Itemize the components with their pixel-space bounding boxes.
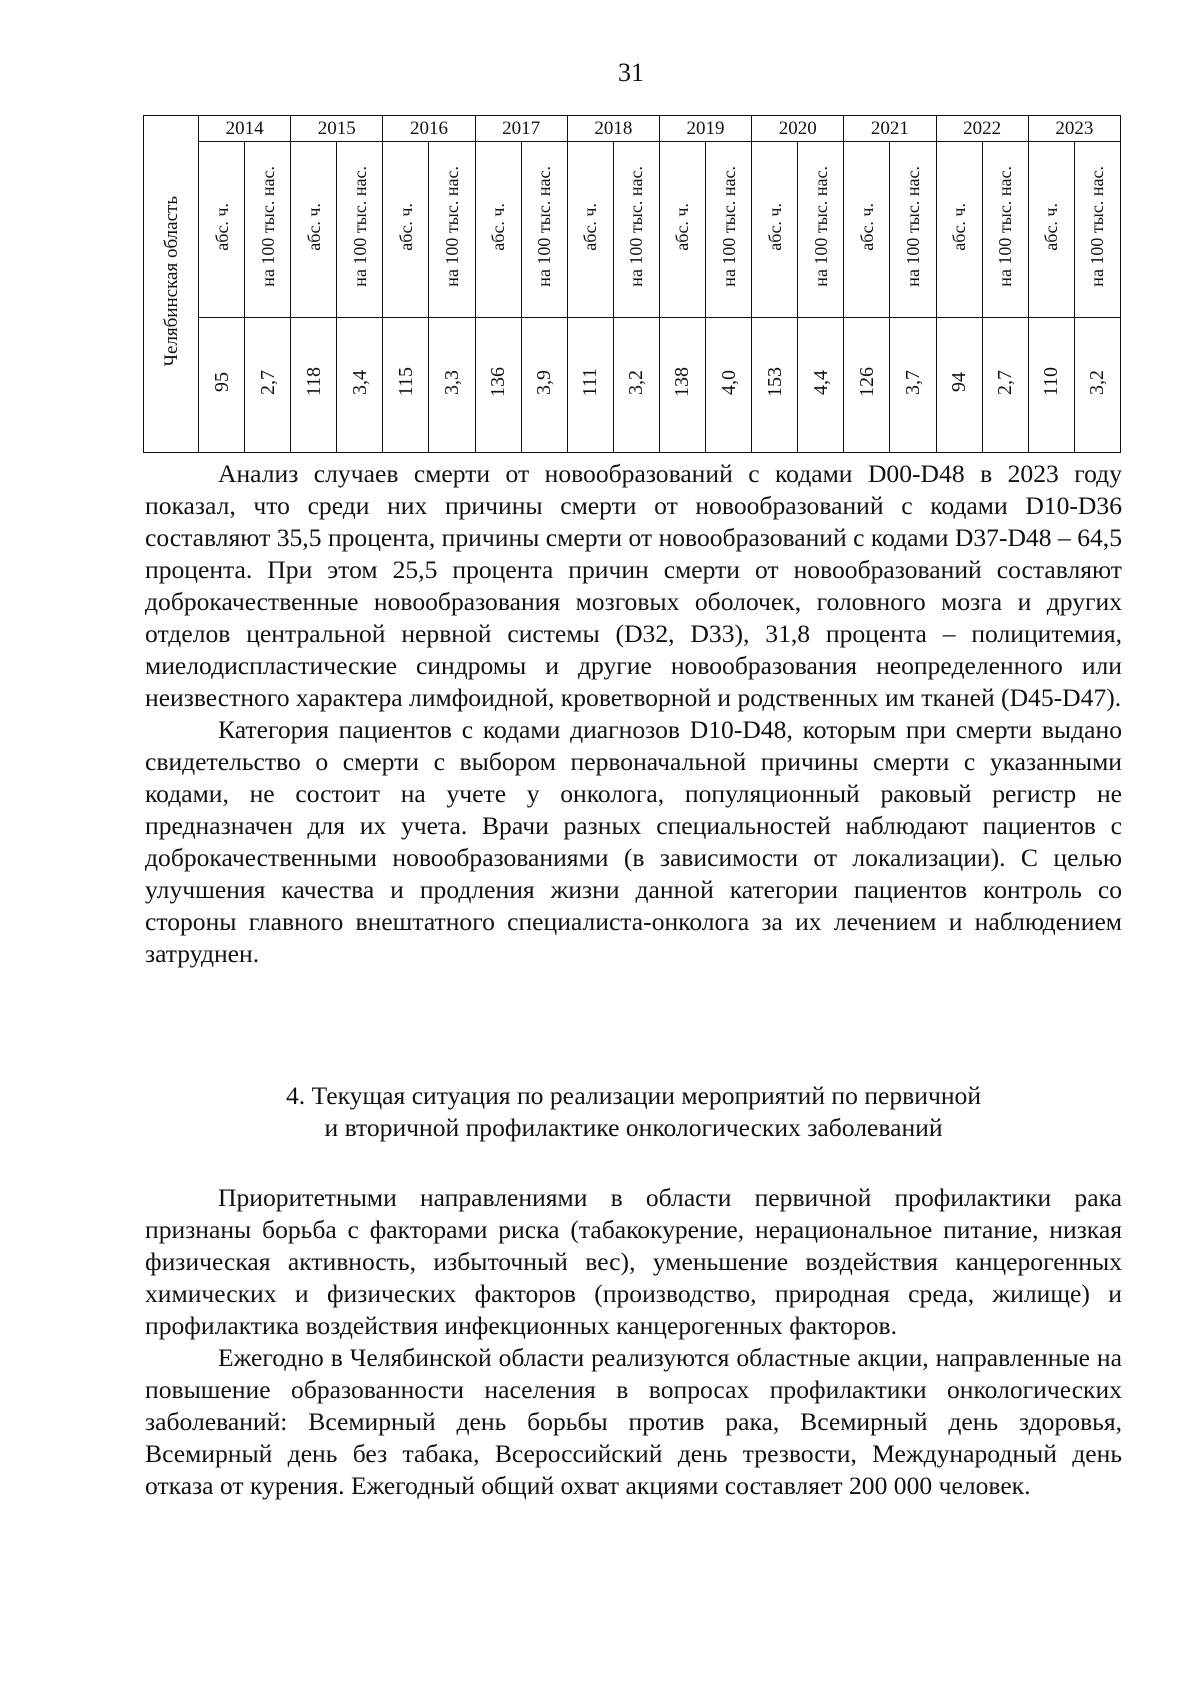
unit-abs-cell	[383, 142, 429, 318]
unit-rate-cell	[798, 142, 844, 318]
unit-abs-label: абс. ч.	[580, 202, 601, 251]
unit-rate-cell	[890, 142, 936, 318]
unit-abs-label: абс. ч.	[488, 202, 509, 251]
section-heading	[145, 1080, 1122, 1144]
year-header: 2017	[475, 116, 567, 142]
unit-rate-label: на 100 тыс. нас.	[995, 166, 1016, 287]
unit-rate-cell	[245, 142, 291, 318]
abs-value: 118	[302, 367, 325, 397]
abs-value: 110	[1040, 367, 1063, 397]
rate-value-cell	[245, 318, 291, 453]
abs-value: 94	[948, 372, 971, 392]
unit-rate-label: на 100 тыс. нас.	[257, 166, 278, 287]
unit-rate-label: на 100 тыс. нас.	[718, 166, 739, 287]
unit-abs-label: абс. ч.	[303, 202, 324, 251]
unit-abs-cell	[936, 142, 982, 318]
region-label: Челябинская область	[160, 195, 182, 367]
section-heading-line: и вторичной профилактике онкологических заболеваний	[324, 1113, 943, 1142]
region-cell	[144, 116, 199, 453]
rate-value-cell	[798, 318, 844, 453]
year-header: 2015	[291, 116, 383, 142]
rate-value: 3,2	[625, 369, 648, 395]
rate-value-cell	[521, 318, 567, 453]
unit-rate-label: на 100 тыс. нас.	[626, 166, 647, 287]
abs-value-cell	[1028, 318, 1074, 453]
unit-rate-cell	[429, 142, 475, 318]
unit-abs-cell	[567, 142, 613, 318]
year-header: 2019	[659, 116, 751, 142]
abs-value: 115	[394, 367, 417, 397]
unit-rate-label: на 100 тыс. нас.	[810, 166, 831, 287]
body-text-section-2	[145, 1182, 1122, 1502]
rate-value: 3,3	[441, 369, 464, 395]
abs-value: 153	[763, 367, 786, 397]
abs-value-cell	[475, 318, 521, 453]
unit-rate-cell	[337, 142, 383, 318]
body-text-section-1	[145, 458, 1122, 970]
unit-abs-label: абс. ч.	[672, 202, 693, 251]
rate-value: 2,7	[256, 369, 279, 395]
year-header: 2021	[844, 116, 936, 142]
rate-value-cell	[1074, 318, 1120, 453]
rate-value: 2,7	[994, 369, 1017, 395]
mortality-table	[143, 115, 1121, 453]
unit-abs-cell	[659, 142, 705, 318]
unit-rate-label: на 100 тыс. нас.	[902, 166, 923, 287]
unit-header-row	[144, 142, 1121, 318]
abs-value-cell	[659, 318, 705, 453]
unit-abs-label: абс. ч.	[1041, 202, 1062, 251]
rate-value-cell	[429, 318, 475, 453]
unit-abs-label: абс. ч.	[764, 202, 785, 251]
abs-value: 126	[855, 367, 878, 397]
section-heading-line: 4. Текущая ситуация по реализации мероприятий по первичной	[285, 1081, 982, 1110]
year-header: 2016	[383, 116, 475, 142]
unit-rate-label: на 100 тыс. нас.	[1087, 166, 1108, 287]
unit-rate-cell	[613, 142, 659, 318]
year-header: 2023	[1028, 116, 1120, 142]
unit-rate-label: на 100 тыс. нас.	[442, 166, 463, 287]
unit-abs-label: абс. ч.	[949, 202, 970, 251]
abs-value-cell	[199, 318, 245, 453]
value-row	[144, 318, 1121, 453]
rate-value: 3,7	[901, 369, 924, 395]
unit-rate-label: на 100 тыс. нас.	[534, 166, 555, 287]
year-header: 2018	[567, 116, 659, 142]
rate-value-cell	[337, 318, 383, 453]
rate-value-cell	[706, 318, 752, 453]
abs-value-cell	[752, 318, 798, 453]
unit-abs-cell	[844, 142, 890, 318]
unit-rate-cell	[706, 142, 752, 318]
abs-value: 136	[487, 367, 510, 397]
abs-value: 111	[579, 367, 602, 397]
abs-value-cell	[844, 318, 890, 453]
rate-value-cell	[982, 318, 1028, 453]
rate-value-cell	[890, 318, 936, 453]
paragraph: Ежегодно в Челябинской области реализуются областные акции, направленные на повышение образованности населения в вопросах профилактики онкологических заболеваний: Всемирный день борьбы против рака, Всемирный день здоровья, Всемирный день без табака, Всероссийский день трезвости, Международный день отказа от курения. Ежегодный общий охват акциями составляет 200 000 человек.	[145, 1343, 1122, 1500]
abs-value: 138	[671, 367, 694, 397]
page-number: 31	[618, 58, 644, 87]
abs-value: 95	[210, 372, 233, 392]
abs-value-cell	[291, 318, 337, 453]
unit-abs-cell	[291, 142, 337, 318]
rate-value: 4,0	[717, 369, 740, 395]
abs-value-cell	[936, 318, 982, 453]
rate-value: 3,4	[348, 369, 371, 395]
unit-abs-cell	[752, 142, 798, 318]
rate-value-cell	[613, 318, 659, 453]
unit-abs-label: абс. ч.	[395, 202, 416, 251]
unit-abs-cell	[199, 142, 245, 318]
year-header: 2020	[752, 116, 844, 142]
unit-rate-label: на 100 тыс. нас.	[349, 166, 370, 287]
unit-abs-label: абс. ч.	[211, 202, 232, 251]
unit-abs-cell	[1028, 142, 1074, 318]
unit-rate-cell	[1074, 142, 1120, 318]
rate-value: 3,9	[533, 369, 556, 395]
abs-value-cell	[383, 318, 429, 453]
year-header: 2022	[936, 116, 1028, 142]
paragraph: Анализ случаев смерти от новообразований с кодами D00-D48 в 2023 году показал, что среди них причины смерти от новообразований с кодами D10-D36 составляют 35,5 процента, причины смерти от новообразований с кодами D37-D48 – 64,5 процента. При этом 25,5 процента причин смерти от новообразований составляют доброкачественные новообразования мозговых оболочек, головного мозга и других отделов центральной нервной системы (D32, D33), 31,8 процента – полицитемия, миелодиспластические синдромы и другие новообразования неопределенного или неизвестного характера лимфоидной, кроветворной и родственных им тканей (D45-D47).	[145, 459, 1122, 712]
year-header: 2014	[199, 116, 291, 142]
unit-abs-cell	[475, 142, 521, 318]
rate-value: 3,2	[1086, 369, 1109, 395]
unit-rate-cell	[982, 142, 1028, 318]
rate-value: 4,4	[809, 369, 832, 395]
paragraph: Категория пациентов с кодами диагнозов D10-D48, которым при смерти выдано свидетельство о смерти с выбором первоначальной причины смерти с указанными кодами, не состоит на учете у онколога, популяционный раковый регистр не предназначен для их учета. Врачи разных специальностей наблюдают пациентов с доброкачественными новообразованиями (в зависимости от локализации). С целью улучшения качества и продления жизни данной категории пациентов контроль со стороны главного внештатного специалиста-онколога за их лечением и наблюдением затруднен.	[145, 715, 1122, 968]
paragraph: Приоритетными направлениями в области первичной профилактики рака признаны борьба с факторами риска (табакокурение, нерациональное питание, низкая физическая активность, избыточный вес), уменьшение воздействия канцерогенных химических и физических факторов (производство, природная среда, жилище) и профилактика воздействия инфекционных канцерогенных факторов.	[145, 1183, 1122, 1340]
unit-rate-cell	[521, 142, 567, 318]
unit-abs-label: абс. ч.	[856, 202, 877, 251]
abs-value-cell	[567, 318, 613, 453]
year-header-row	[144, 116, 1121, 142]
